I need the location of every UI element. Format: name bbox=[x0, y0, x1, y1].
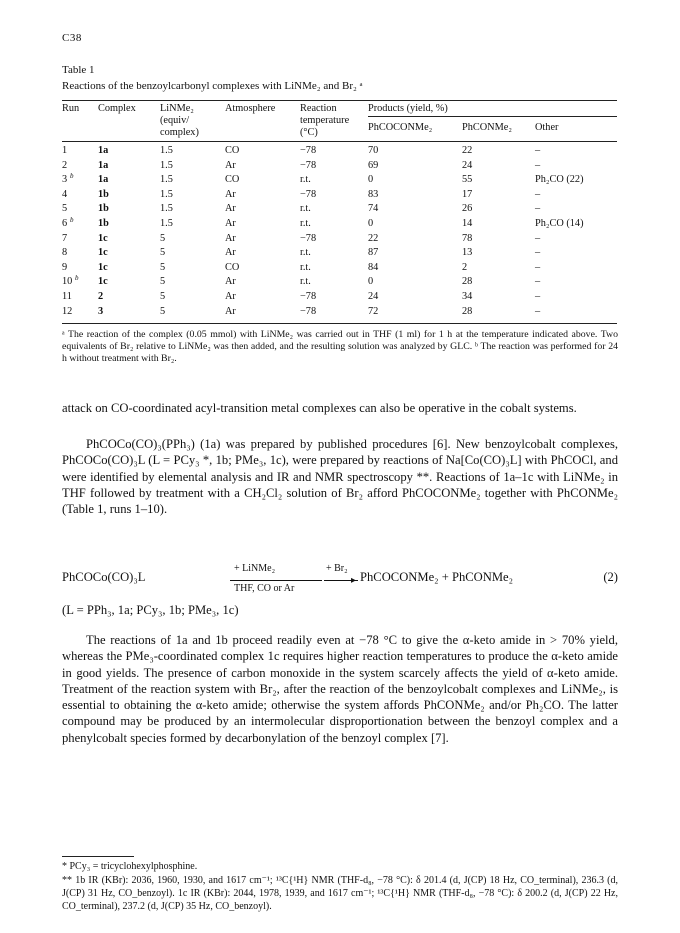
cell-atmosphere: Ar bbox=[225, 305, 236, 317]
cell-run: 9 bbox=[62, 261, 68, 273]
cell-atmosphere: Ar bbox=[225, 159, 236, 171]
paragraph-3: The reactions of 1a and 1b proceed readily even at −78 °C to give the α-keto amide in > 70% yield, whereas the PMe₃-coordinated complex 1c requires higher reaction temperatures to produce the α-keto amide in good yields. The presence of carbon monoxide in the system scarcely affects the yield of α-keto amide. Treatment of the reaction system with Br₂, after the reaction of the benzoylcobalt complexes and LiNMe₂, is essential to obtaining the α-keto amide; otherwise the system affords PhCONMe₂ and/or Ph₂CO. The latter compound may be produced by an intermolecular disproportionation between the benzoyl complex and a phenylcobalt species formed by decarbonylation of the benzoyl complex [7]. bbox=[62, 633, 618, 745]
cell-product-1: 0 bbox=[368, 218, 374, 229]
cell-run: 1 bbox=[62, 145, 68, 156]
cell-product-other: – bbox=[535, 203, 541, 215]
cell-complex: 1a bbox=[98, 174, 109, 186]
table-footnote: ᵃ The reaction of the complex (0.05 mmol) with LiNMe₂ was carried out in THF (1 ml) for 1 h at the temperature indicated above. Two equivalents of Br₂ relative to LiNMe₂ was then added, and the resulting solution was analyzed by GLC. ᵇ The reaction was performed for 24 h without treatment with Br₂. bbox=[62, 329, 618, 365]
cell-equiv: 1.5 bbox=[160, 203, 173, 215]
cell-atmosphere: Ar bbox=[225, 188, 236, 200]
cell-product-2: 2 bbox=[462, 261, 468, 273]
cell-atmosphere: Ar bbox=[225, 203, 236, 215]
cell-product-1: 70 bbox=[368, 145, 379, 156]
cell-equiv: 1.5 bbox=[160, 145, 173, 156]
cell-temperature: r.t. bbox=[300, 174, 311, 186]
header-linme2-sub2: complex) bbox=[160, 127, 199, 138]
cell-run: 2 bbox=[62, 159, 68, 171]
cell-product-1: 22 bbox=[368, 232, 379, 244]
paragraph-1: attack on CO-coordinated acyl-transition metal complexes can also be operative in the cobalt systems. bbox=[62, 401, 577, 415]
equation-conditions: THF, CO or Ar bbox=[234, 583, 295, 594]
cell-run-sup-wrap bbox=[75, 274, 79, 287]
cell-complex: 2 bbox=[98, 291, 104, 302]
cell-atmosphere: Ar bbox=[225, 276, 236, 288]
cell-product-1: 87 bbox=[368, 247, 379, 259]
cell-product-1: 0 bbox=[368, 174, 374, 186]
cell-product-other: – bbox=[535, 247, 541, 259]
cell-atmosphere: Ar bbox=[225, 291, 236, 302]
cell-run-footnote-mark: b bbox=[70, 216, 74, 224]
cell-temperature: −78 bbox=[300, 291, 317, 302]
header-product-other: Other bbox=[535, 122, 559, 133]
cell-product-other: – bbox=[535, 305, 541, 317]
table-label: Table 1 bbox=[62, 64, 95, 76]
cell-equiv: 1.5 bbox=[160, 188, 173, 200]
cell-product-1: 0 bbox=[368, 276, 374, 288]
table-bottom-rule bbox=[62, 323, 617, 324]
cell-complex: 1b bbox=[98, 188, 109, 200]
cell-run: 12 bbox=[62, 305, 73, 317]
cell-complex: 1a bbox=[98, 145, 109, 156]
cell-product-2: 13 bbox=[462, 247, 473, 259]
cell-equiv: 1.5 bbox=[160, 159, 173, 171]
arrow-head-icon: ▸ bbox=[351, 575, 357, 586]
cell-product-other: – bbox=[535, 261, 541, 273]
cell-atmosphere: CO bbox=[225, 174, 240, 186]
cell-temperature: r.t. bbox=[300, 276, 311, 288]
table-caption: Reactions of the benzoylcarbonyl complexes with LiNMe₂ and Br₂ ᵃ bbox=[62, 80, 363, 92]
cell-equiv: 5 bbox=[160, 305, 166, 317]
cell-run: 3 bbox=[62, 174, 68, 186]
cell-temperature: −78 bbox=[300, 188, 317, 200]
cell-product-2: 28 bbox=[462, 276, 473, 288]
header-atmosphere: Atmosphere bbox=[225, 103, 276, 114]
reaction-arrow-1 bbox=[230, 580, 322, 581]
header-reaction-sub1: temperature bbox=[300, 115, 350, 126]
cell-complex: 1c bbox=[98, 261, 108, 273]
cell-complex: 1b bbox=[98, 218, 109, 229]
footnote-rule bbox=[62, 856, 134, 857]
cell-run-sup-wrap bbox=[70, 216, 74, 229]
header-reaction-sub2: (°C) bbox=[300, 127, 318, 138]
header-linme2: LiNMe₂ bbox=[160, 103, 194, 114]
footnote-spectra: ** 1b IR (KBr): 2036, 1960, 1930, and 1617 cm⁻¹; ¹³C{¹H} NMR (THF-d₈, −78 °C): δ 201.4 (d, J(CP) 18 Hz, CO_terminal), 236.3 (d, J(CP) 31 Hz, CO_benzoyl). 1c IR (KBr): 2044, 1978, 1939, and 1617 cm⁻¹; ¹³C{¹H} NMR (THF-d₈, −78 °C): δ 200.2 (d, J(CP) 22 Hz, CO_terminal), 237.2 (d, J(CP) 35 Hz, CO_benzoyl). bbox=[62, 875, 618, 912]
cell-temperature: −78 bbox=[300, 159, 317, 171]
cell-product-2: 26 bbox=[462, 203, 473, 215]
equation-reagent-1: + LiNMe₂ bbox=[234, 563, 276, 574]
cell-atmosphere: CO bbox=[225, 261, 240, 273]
cell-temperature: r.t. bbox=[300, 203, 311, 215]
cell-complex: 1c bbox=[98, 276, 108, 288]
cell-run: 6 bbox=[62, 218, 68, 229]
cell-equiv: 5 bbox=[160, 232, 166, 244]
cell-run: 10 bbox=[62, 276, 73, 288]
page-number: C38 bbox=[62, 32, 82, 44]
cell-product-other: – bbox=[535, 188, 541, 200]
cell-product-other: – bbox=[535, 291, 541, 302]
cell-product-1: 74 bbox=[368, 203, 379, 215]
cell-run: 11 bbox=[62, 291, 72, 302]
cell-atmosphere: Ar bbox=[225, 232, 236, 244]
equation-lhs: PhCOCo(CO)₃L bbox=[62, 570, 146, 584]
cell-product-other: – bbox=[535, 232, 541, 244]
cell-equiv: 5 bbox=[160, 276, 166, 288]
products-rule bbox=[368, 116, 617, 117]
cell-run: 8 bbox=[62, 247, 68, 259]
cell-equiv: 5 bbox=[160, 261, 166, 273]
cell-atmosphere: CO bbox=[225, 145, 240, 156]
header-complex: Complex bbox=[98, 103, 136, 114]
cell-product-2: 78 bbox=[462, 232, 473, 244]
cell-product-2: 24 bbox=[462, 159, 473, 171]
footnote-pcy3: * PCy₃ = tricyclohexylphosphine. bbox=[62, 861, 198, 872]
cell-run-footnote-mark: b bbox=[70, 172, 74, 181]
cell-product-1: 69 bbox=[368, 159, 379, 171]
table-header-rule bbox=[62, 141, 617, 142]
equation-rhs: PhCOCONMe₂ + PhCONMe₂ bbox=[360, 570, 514, 584]
cell-product-1: 83 bbox=[368, 188, 379, 200]
cell-run: 5 bbox=[62, 203, 68, 215]
cell-temperature: r.t. bbox=[300, 247, 311, 259]
cell-temperature: −78 bbox=[300, 232, 317, 244]
cell-equiv: 5 bbox=[160, 291, 166, 302]
cell-run-sup-wrap bbox=[70, 172, 74, 185]
cell-product-2: 14 bbox=[462, 218, 473, 229]
paragraph-2: PhCOCo(CO)₃(PPh₃) (1a) was prepared by published procedures [6]. New benzoylcobalt complexes, PhCOCo(CO)₃L (L = PCy₃ *, 1b; PMe₃, 1c), were prepared by reactions of Na[Co(CO)₃L] with PhCOCl, and were identified by elemental analysis and IR and NMR spectroscopy **. Reactions of 1a–1c with LiNMe₂ in THF followed by treatment with a CH₂Cl₂ solution of Br₂ afford PhCOCONMe₂ together with PhCONMe₂ (Table 1, runs 1–10). bbox=[62, 437, 618, 517]
cell-product-1: 84 bbox=[368, 261, 379, 273]
header-linme2-sub1: (equiv/ bbox=[160, 115, 190, 126]
cell-product-2: 17 bbox=[462, 188, 473, 200]
cell-product-2: 34 bbox=[462, 291, 473, 302]
cell-product-2: 55 bbox=[462, 174, 473, 186]
table-top-rule bbox=[62, 100, 617, 101]
cell-run: 4 bbox=[62, 188, 68, 200]
cell-product-other: – bbox=[535, 145, 541, 156]
equation-number: (2) bbox=[603, 570, 618, 584]
cell-product-other: – bbox=[535, 276, 541, 288]
cell-complex: 1b bbox=[98, 203, 109, 215]
equation-2 bbox=[62, 562, 618, 592]
cell-complex: 3 bbox=[98, 305, 104, 317]
cell-product-other: – bbox=[535, 159, 541, 171]
cell-temperature: r.t. bbox=[300, 218, 311, 229]
cell-atmosphere: Ar bbox=[225, 247, 236, 259]
header-product-2: PhCONMe₂ bbox=[462, 122, 512, 133]
cell-atmosphere: Ar bbox=[225, 218, 236, 229]
cell-temperature: −78 bbox=[300, 305, 317, 317]
cell-equiv: 1.5 bbox=[160, 174, 173, 186]
cell-run: 7 bbox=[62, 232, 68, 244]
header-reaction: Reaction bbox=[300, 103, 337, 114]
cell-product-1: 72 bbox=[368, 305, 379, 317]
cell-product-2: 22 bbox=[462, 145, 473, 156]
header-product-1: PhCOCONMe₂ bbox=[368, 122, 433, 133]
equation-reagent-2: + Br₂ bbox=[326, 563, 348, 574]
cell-equiv: 5 bbox=[160, 247, 166, 259]
cell-complex: 1a bbox=[98, 159, 109, 171]
ligand-definition: (L = PPh₃, 1a; PCy₃, 1b; PMe₃, 1c) bbox=[62, 603, 239, 617]
cell-equiv: 1.5 bbox=[160, 218, 173, 229]
cell-product-1: 24 bbox=[368, 291, 379, 302]
cell-product-other: Ph₂CO (22) bbox=[535, 174, 584, 186]
cell-run-footnote-mark: b bbox=[75, 274, 79, 283]
cell-product-other: Ph₂CO (14) bbox=[535, 218, 584, 229]
header-run: Run bbox=[62, 103, 80, 114]
header-products: Products (yield, %) bbox=[368, 103, 448, 114]
cell-complex: 1c bbox=[98, 232, 108, 244]
cell-complex: 1c bbox=[98, 247, 108, 259]
cell-product-2: 28 bbox=[462, 305, 473, 317]
cell-temperature: −78 bbox=[300, 145, 317, 156]
cell-temperature: r.t. bbox=[300, 261, 311, 273]
